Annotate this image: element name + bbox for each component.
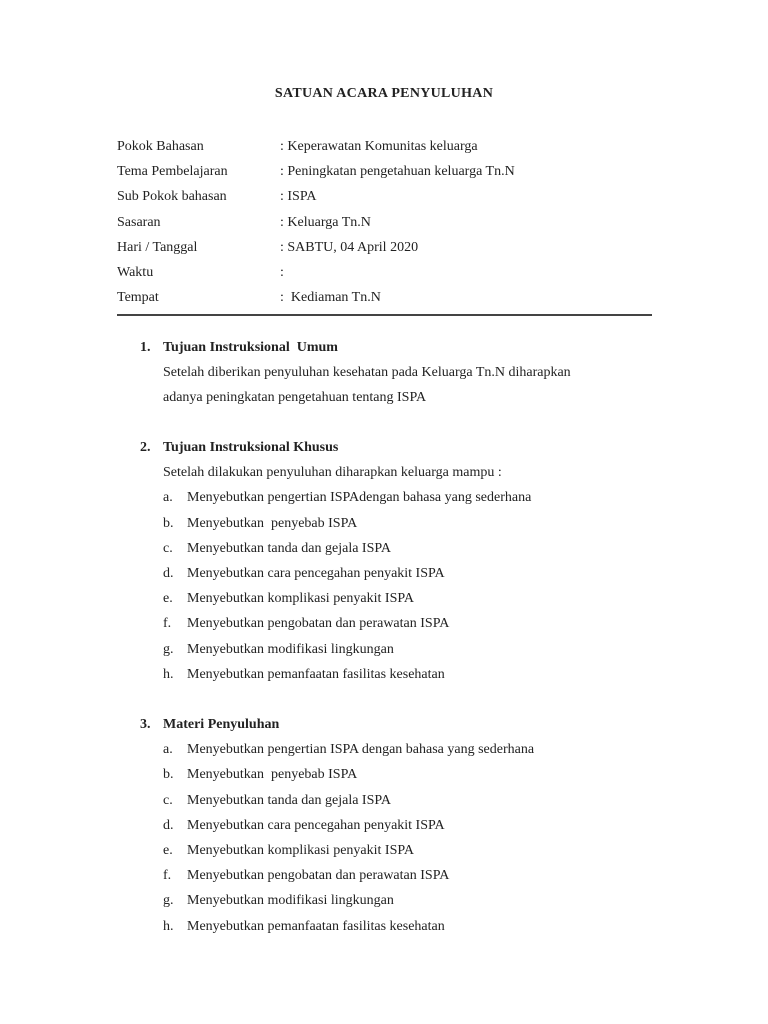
list-letter: h. <box>163 918 174 934</box>
info-label: Waktu <box>117 264 154 280</box>
section-number: 2. <box>140 440 151 455</box>
list-letter: h. <box>163 666 174 682</box>
info-label: Pokok Bahasan <box>117 139 204 154</box>
list-letter: a. <box>163 490 173 506</box>
list-item-text: Menyebutkan cara pencegahan penyakit ISPA <box>187 565 445 581</box>
list-item-text: Menyebutkan tanda dan gejala ISPA <box>187 540 391 556</box>
list-item-text: Menyebutkan komplikasi penyakit ISPA <box>187 591 414 607</box>
info-value: : SABTU, 04 April 2020 <box>280 239 419 255</box>
info-label: Tema Pembelajaran <box>117 164 228 180</box>
list-item-text: Menyebutkan pengobatan dan perawatan ISPA <box>187 616 450 632</box>
section-intro: Setelah dilakukan penyuluhan diharapkan keluarga mampu : <box>163 465 502 481</box>
info-value: : <box>280 264 284 280</box>
list-item-text: Menyebutkan modifikasi lingkungan <box>187 641 394 657</box>
info-label: Sasaran <box>117 214 161 230</box>
list-item-text: Menyebutkan pengobatan dan perawatan ISPA <box>187 868 450 884</box>
paragraph-line: adanya peningkatan pengetahuan tentang ISPA <box>163 390 427 406</box>
list-letter: a. <box>163 742 173 758</box>
list-item-text: Menyebutkan pengertian ISPAdengan bahasa yang sederhana <box>187 490 532 506</box>
list-letter: d. <box>163 817 174 833</box>
info-label: Tempat <box>117 290 159 306</box>
info-value: : Keluarga Tn.N <box>280 214 371 230</box>
section-heading: Tujuan Instruksional Umum <box>163 340 338 355</box>
info-label: Sub Pokok bahasan <box>117 189 227 205</box>
list-item-text: Menyebutkan penyebab ISPA <box>187 767 358 783</box>
section-heading: Tujuan Instruksional Khusus <box>163 440 339 455</box>
list-item-text: Menyebutkan cara pencegahan penyakit ISPA <box>187 817 445 833</box>
list-letter: f. <box>163 868 172 884</box>
list-letter: g. <box>163 641 174 657</box>
list-item-text: Menyebutkan komplikasi penyakit ISPA <box>187 842 414 858</box>
list-letter: g. <box>163 893 174 909</box>
section-heading: Materi Penyuluhan <box>163 717 280 732</box>
list-item-text: Menyebutkan tanda dan gejala ISPA <box>187 792 391 808</box>
document-title: SATUAN ACARA PENYULUHAN <box>274 86 494 101</box>
info-value: : Peningkatan pengetahuan keluarga Tn.N <box>280 164 515 180</box>
info-value: : ISPA <box>280 189 317 205</box>
list-letter: c. <box>163 540 173 556</box>
info-value: : Keperawatan Komunitas keluarga <box>280 139 478 154</box>
info-value: : Kediaman Tn.N <box>280 290 381 306</box>
paragraph-line: Setelah diberikan penyuluhan kesehatan pada Keluarga Tn.N diharapkan <box>163 365 571 381</box>
list-item-text: Menyebutkan pemanfaatan fasilitas kesehatan <box>187 918 445 934</box>
horizontal-rule <box>117 314 652 316</box>
list-item-text: Menyebutkan pemanfaatan fasilitas kesehatan <box>187 666 445 682</box>
list-item-text: Menyebutkan modifikasi lingkungan <box>187 893 394 909</box>
list-item-text: Menyebutkan pengertian ISPA dengan bahasa yang sederhana <box>187 742 535 758</box>
list-letter: b. <box>163 515 174 531</box>
list-letter: f. <box>163 616 172 632</box>
section-number: 1. <box>140 340 151 355</box>
list-item-text: Menyebutkan penyebab ISPA <box>187 515 358 531</box>
list-letter: c. <box>163 792 173 808</box>
info-label: Hari / Tanggal <box>117 239 198 255</box>
list-letter: e. <box>163 842 173 858</box>
section-number: 3. <box>140 717 151 732</box>
list-letter: d. <box>163 565 174 581</box>
list-letter: e. <box>163 591 173 607</box>
list-letter: b. <box>163 767 174 783</box>
